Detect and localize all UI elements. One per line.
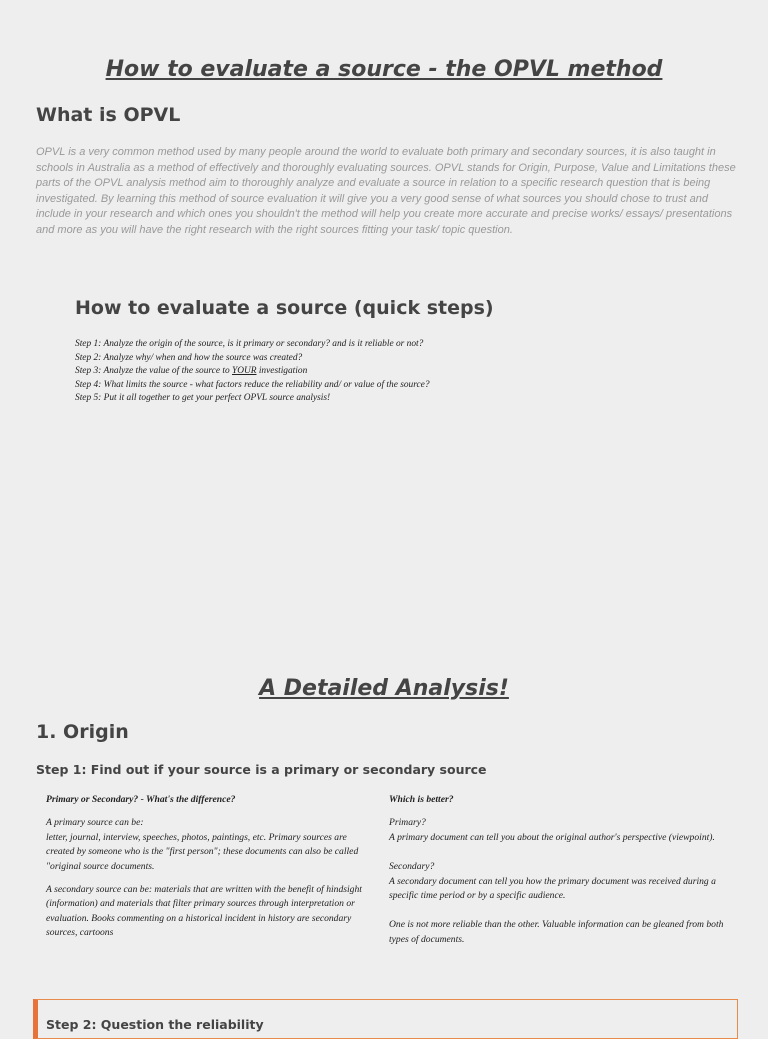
primary-answer [389, 816, 734, 845]
page-title: How to evaluate a source - the OPVL method [105, 57, 663, 82]
quick-step-3-suffix: investigation [256, 366, 308, 376]
quick-step-2: Step 2: Analyze why/ when and how the source was created? [75, 352, 303, 363]
quick-step-4: Step 4: What limits the source - what factors reduce the reliability and/ or value of the source? [75, 379, 430, 390]
quick-step-3 [75, 365, 430, 379]
primary-answer-text: A primary document can tell you about the original author's perspective (viewpoint). [389, 831, 715, 843]
quick-step-3-emphasis: YOUR [232, 366, 257, 376]
quick-step-1: Step 1: Analyze the origin of the source, is it primary or secondary? and is it reliable or not? [75, 339, 424, 349]
difference-heading: Primary or Secondary? - What's the difference? [46, 794, 236, 805]
secondary-answer [389, 860, 734, 903]
conclusion-text: One is not more reliable than the other. Valuable information can be gleaned from both types of documents. [389, 919, 724, 945]
quick-step-5: Step 5: Put it all together to get your perfect OPVL source analysis! [75, 393, 331, 403]
primary-secondary-column [46, 793, 371, 950]
primary-source-text [46, 816, 371, 874]
detailed-analysis-title: A Detailed Analysis! [259, 676, 509, 701]
step2-heading: Step 2: Question the reliability [46, 1017, 264, 1032]
step1-heading: Step 1: Find out if your source is a primary or secondary source [36, 762, 487, 777]
quick-step-3-prefix: Step 3: Analyze the value of the source to [75, 366, 232, 376]
which-better-heading: Which is better? [389, 794, 454, 805]
origin-heading: 1. Origin [36, 721, 129, 743]
step2-callout [33, 999, 738, 1039]
secondary-question: Secondary? [389, 861, 435, 873]
which-is-better-column [389, 793, 734, 956]
primary-intro: A primary source can be: [46, 817, 144, 829]
secondary-source-text: A secondary source can be: materials that are written with the benefit of hindsight (information) and materials that filter primary sources through interpretation or evaluation. Books commenting on a historical incident in history are secondary sources, cartoons [46, 884, 362, 939]
secondary-answer-text: A secondary document can tell you how the primary document was received during a specific time period or by a specific audience. [389, 875, 716, 902]
quick-steps-heading: How to evaluate a source (quick steps) [75, 297, 494, 319]
primary-body: letter, journal, interview, speeches, photos, paintings, etc. Primary sources are created by someone who is the "first person"; these documents can also be called "original source documents. [46, 831, 359, 872]
primary-question: Primary? [389, 817, 426, 829]
what-is-opvl-heading: What is OPVL [36, 104, 181, 126]
quick-steps-list [75, 338, 430, 406]
opvl-intro-paragraph: OPVL is a very common method used by many people around the world to evaluate both primary and secondary sources, it is also taught in schools in Australia as a method of effectively and thoroughly evaluating sources. OPVL stands for Origin, Purpose, Value and Limitations these parts of the OPVL analysis method aim to thoroughly analyze and evaluate a source in relation to a specific research question that is being investigated. By learning this method of source evaluation it will give you a very good sense of what sources you should chose to trust and include in your research and which ones you shouldn't the method will help you create more accurate and precise works/ essays/ presentations and more as you will have the right research with the right sources fitting your task/ topic question. [36, 146, 736, 236]
